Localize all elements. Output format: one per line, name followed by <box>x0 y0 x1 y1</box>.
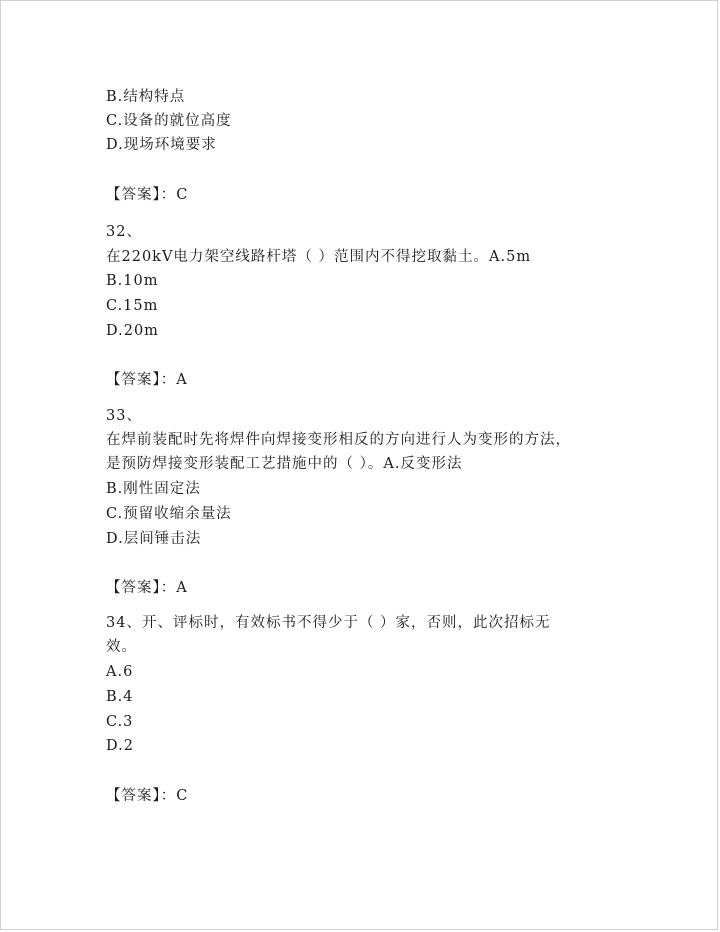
q33-answer: 【答案】：A <box>106 580 188 596</box>
q31-option-d: D.现场环境要求 <box>106 137 217 153</box>
q34-option-d: D.2 <box>106 738 134 754</box>
q32-option-b: B.10m <box>106 273 159 289</box>
q31-option-c: C.设备的就位高度 <box>106 113 232 129</box>
q34-option-a: A.6 <box>106 664 134 680</box>
q34-option-b: B.4 <box>106 689 134 705</box>
q32-option-c: C.15m <box>106 298 159 314</box>
q32-answer: 【答案】：A <box>106 372 188 388</box>
q32-option-d: D.20m <box>106 323 159 339</box>
q33-option-c: C.预留收缩余量法 <box>106 506 232 522</box>
q31-option-b: B.结构特点 <box>106 89 186 105</box>
q33-stem-line2: 是预防焊接变形装配工艺措施中的（ ）。A.反变形法 <box>106 456 463 472</box>
q33-number: 33、 <box>106 408 142 424</box>
q33-option-b: B.刚性固定法 <box>106 481 201 497</box>
q34-answer: 【答案】：C <box>106 788 189 804</box>
q33-option-d: D.层间锤击法 <box>106 531 202 547</box>
q34-stem-line1: 34、开、评标时，有效标书不得少于（ ）家，否则，此次招标无 <box>106 615 551 631</box>
q31-answer: 【答案】：C <box>106 187 189 203</box>
q34-stem-line2: 效。 <box>106 639 137 655</box>
q32-number: 32、 <box>106 224 142 240</box>
q33-stem-line1: 在焊前装配时先将焊件向焊接变形相反的方向进行人为变形的方法， <box>106 432 571 448</box>
q32-stem: 在220kV电力架空线路杆塔（ ）范围内不得挖取黏土。A.5m <box>106 249 532 265</box>
q34-option-c: C.3 <box>106 714 134 730</box>
